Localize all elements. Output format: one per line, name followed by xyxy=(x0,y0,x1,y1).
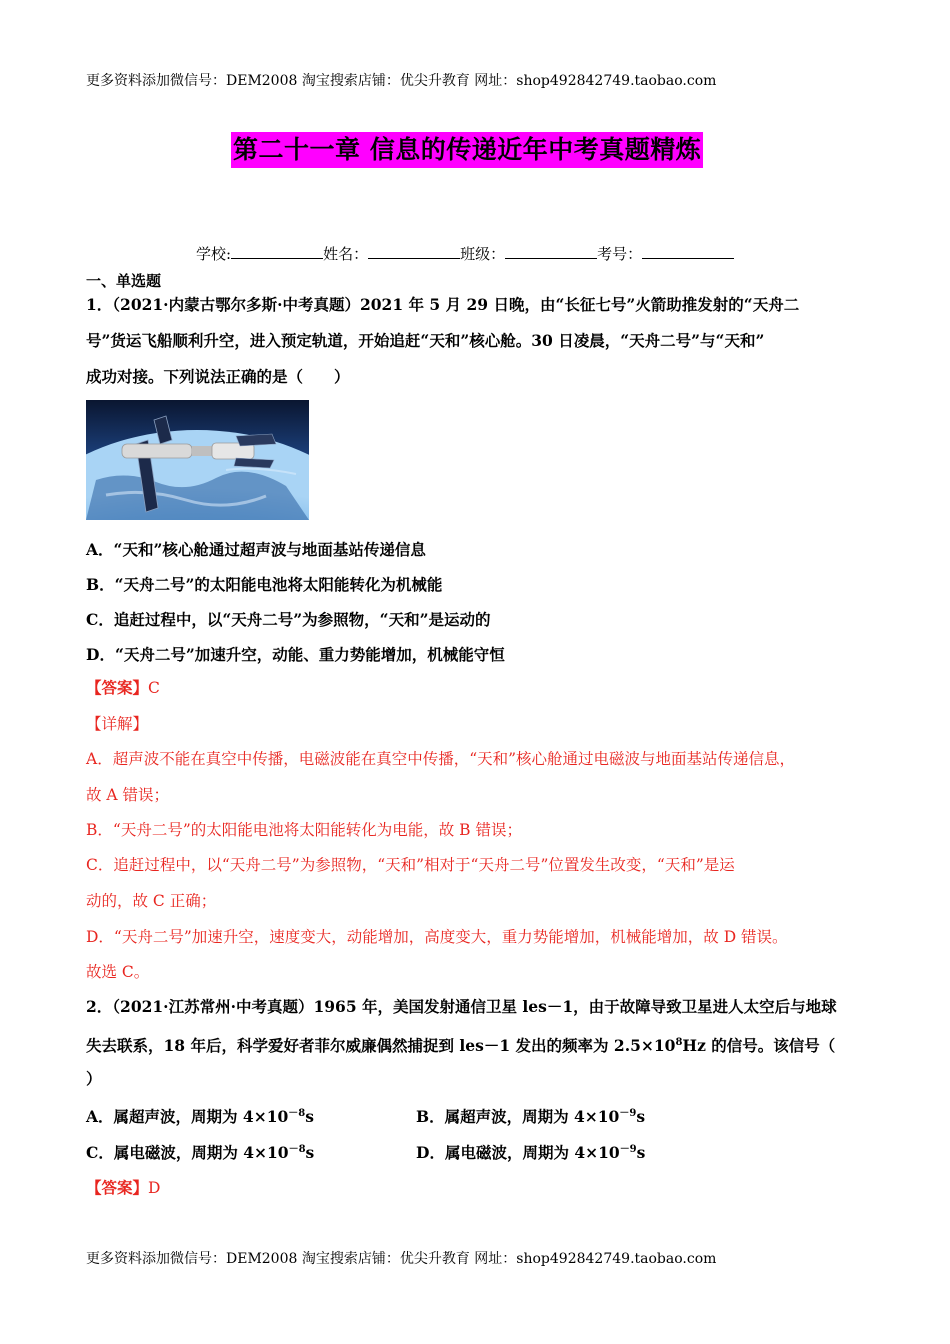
option-text: C．属电磁波，周期为 4×10 xyxy=(86,1143,289,1162)
q2-stem-line1: 2．（2021·江苏常州·中考真题）1965 年，美国发射通信卫星 les－1，由于故障导致卫星进人太空后与地球 xyxy=(86,997,837,1016)
q1-detail-line: 故选 C。 xyxy=(86,963,150,981)
page-header: 更多资料添加微信号：DEM2008 淘宝搜索店铺：优尖升教育 网址：shop492842749.taobao.com xyxy=(86,73,717,89)
q1-answer xyxy=(86,670,866,706)
option-text: A．属超声波，周期为 4×10 xyxy=(86,1107,289,1126)
option-unit: s xyxy=(305,1143,315,1162)
q2-option-c[interactable] xyxy=(86,1140,314,1163)
name-label: 姓名： xyxy=(323,245,369,263)
q1-option-a[interactable]: A．“天和”核心舱通过超声波与地面基站传递信息 xyxy=(86,540,426,559)
q1-option-d[interactable]: D．“天舟二号”加速升空，动能、重力势能增加，机械能守恒 xyxy=(86,645,505,664)
q1-detail-line: 动的，故 C 正确； xyxy=(86,892,217,910)
q2-stem-text: Hz 的信号。该信号（ xyxy=(682,1036,836,1055)
answer-label: 【答案】 xyxy=(86,678,149,697)
q2-option-a[interactable] xyxy=(86,1104,314,1127)
option-unit: s xyxy=(636,1143,646,1162)
q1-option-b[interactable]: B．“天舟二号”的太阳能电池将太阳能转化为机械能 xyxy=(86,575,443,594)
q1-option-c[interactable]: C．追赶过程中，以“天舟二号”为参照物，“天和”是运动的 xyxy=(86,610,491,629)
page-title: 第二十一章 信息的传递近年中考真题精炼 xyxy=(231,132,703,168)
q2-stem-line3: ） xyxy=(86,1069,102,1088)
class-label: 班级： xyxy=(460,245,506,263)
option-exponent: －9 xyxy=(619,1144,637,1155)
q1-detail-label: 【详解】 xyxy=(86,715,149,733)
q1-detail-line: B．“天舟二号”的太阳能电池将太阳能转化为电能，故 B 错误； xyxy=(86,821,522,839)
q2-exponent: 8 xyxy=(675,1037,683,1048)
student-info-row xyxy=(196,243,734,264)
option-exponent: －9 xyxy=(619,1108,637,1119)
q2-answer xyxy=(86,1170,866,1206)
q2-stem-line2 xyxy=(86,1025,866,1064)
exam-no-label: 考号： xyxy=(597,245,643,263)
q1-detail-line: D．“天舟二号”加速升空，速度变大，动能增加，高度变大，重力势能增加，机械能增加，故 D 错误。 xyxy=(86,928,788,946)
school-label: 学校: xyxy=(196,245,232,263)
q2-stem-text: 失去联系，18 年后，科学爱好者菲尔威廉偶然捕捉到 les－1 发出的频率为 2.5×10 xyxy=(86,1036,676,1055)
q1-detail-line: A．超声波不能在真空中传播，电磁波能在真空中传播，“天和”核心舱通过电磁波与地面基站传递信息， xyxy=(86,750,796,768)
q1-detail-line: 故 A 错误； xyxy=(86,786,170,804)
q1-stem-line1: 1．（2021·内蒙古鄂尔多斯·中考真题）2021 年 5 月 29 日晚，由“长征七号”火箭助推发射的“天舟二 xyxy=(86,295,800,314)
option-unit: s xyxy=(636,1107,646,1126)
q1-detail-line: C．追赶过程中，以“天舟二号”为参照物，“天和”相对于“天舟二号”位置发生改变，“天和”是运 xyxy=(86,856,735,874)
page-footer: 更多资料添加微信号：DEM2008 淘宝搜索店铺：优尖升教育 网址：shop492842749.taobao.com xyxy=(86,1251,717,1267)
option-exponent: －8 xyxy=(288,1144,306,1155)
option-text: D．属电磁波，周期为 4×10 xyxy=(416,1143,620,1162)
q1-stem-line2: 号”货运飞船顺利升空，进入预定轨道，开始追赶“天和”核心舱。30 日凌晨，“天舟二号”与“天和” xyxy=(86,331,765,350)
option-unit: s xyxy=(305,1107,314,1126)
option-exponent: －8 xyxy=(288,1108,306,1119)
exam-no-blank[interactable] xyxy=(642,244,734,259)
answer-label: 【答案】 xyxy=(86,1178,149,1197)
school-blank[interactable] xyxy=(231,244,323,259)
section-heading: 一、单选题 xyxy=(86,272,162,290)
answer-value: D xyxy=(148,1179,161,1197)
q1-stem-line3: 成功对接。下列说法正确的是（ ） xyxy=(86,367,350,386)
answer-value: C xyxy=(148,679,160,697)
q2-option-b[interactable] xyxy=(416,1104,645,1127)
q2-option-d[interactable] xyxy=(416,1140,645,1163)
name-blank[interactable] xyxy=(368,244,460,259)
option-text: B．属超声波，周期为 4×10 xyxy=(416,1107,620,1126)
space-station-image xyxy=(86,400,309,520)
class-blank[interactable] xyxy=(505,244,597,259)
